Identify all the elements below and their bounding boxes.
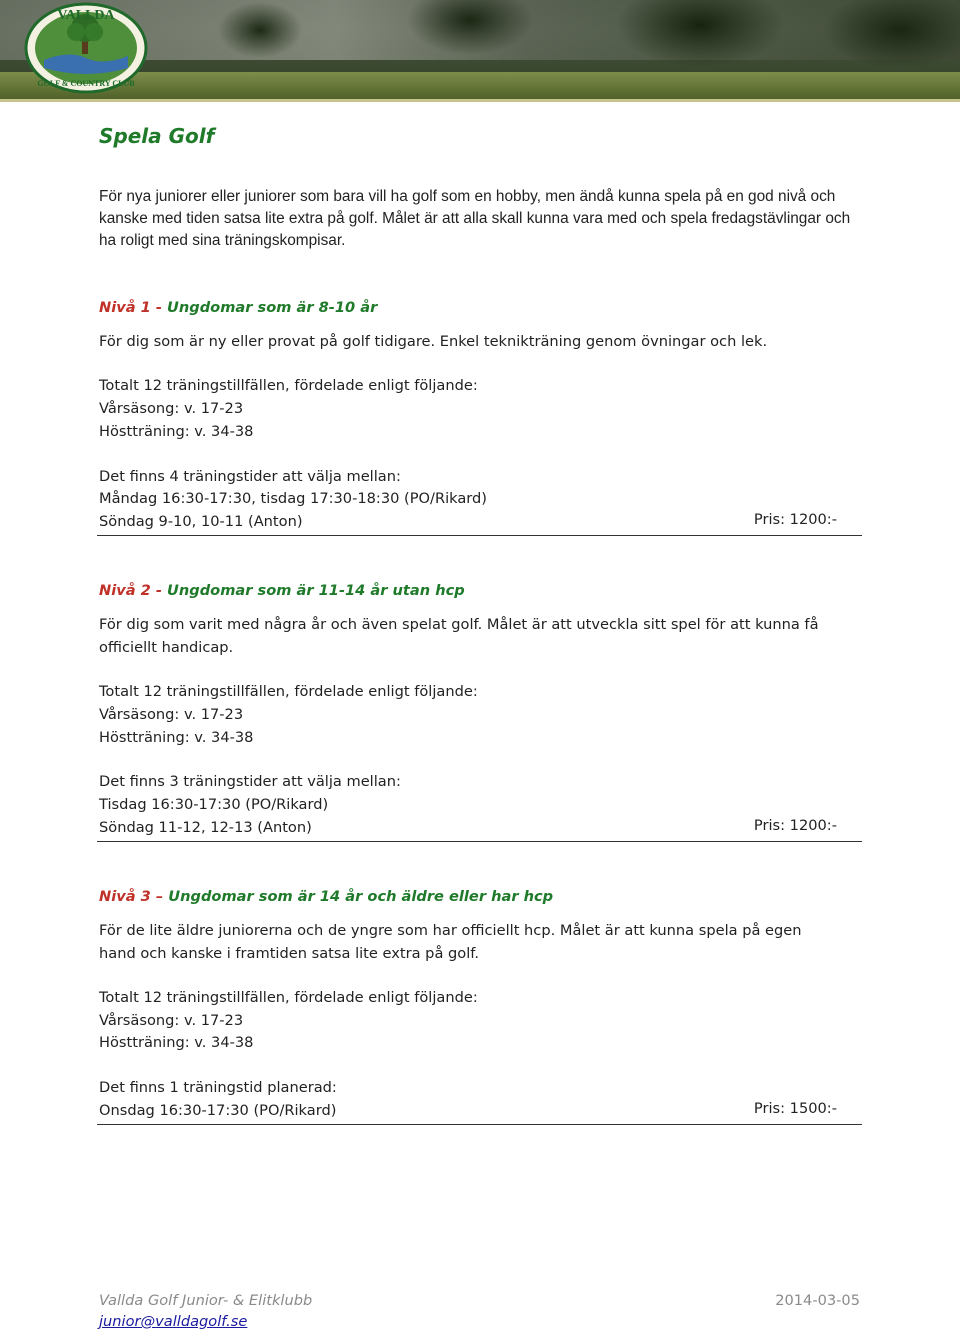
level-3-spring: Vårsäsong: v. 17-23 [99, 1012, 244, 1029]
level-1-time-2: Söndag 9-10, 10-11 (Anton) [99, 513, 303, 530]
level-1-title: Ungdomar som är 8-10 år [167, 299, 378, 316]
level-1-total: Totalt 12 träningstillfällen, fördelade enligt följande: [99, 377, 478, 394]
level-3-total: Totalt 12 träningstillfällen, fördelade enligt följande: [99, 989, 478, 1006]
level-1-times-intro: Det finns 4 träningstider att välja mellan: [99, 468, 401, 485]
level-2-time-1: Tisdag 16:30-17:30 (PO/Rikard) [99, 796, 329, 813]
level-3-times-intro: Det finns 1 träningstid planerad: [99, 1079, 337, 1096]
level-3-autumn: Höstträning: v. 34-38 [99, 1034, 254, 1051]
level-2-prefix: Nivå 2 - [99, 582, 168, 599]
level-2-total: Totalt 12 träningstillfällen, fördelade enligt följande: [99, 683, 478, 700]
level-3-prefix: Nivå 3 – [99, 888, 169, 905]
club-logo [24, 2, 148, 94]
level-3-heading [99, 888, 553, 905]
level-1-spring: Vårsäsong: v. 17-23 [99, 400, 244, 417]
level-2-description: För dig som varit med några år och även spelat golf. Målet är att utveckla sitt spel för att kunna få officiellt handicap. [99, 616, 819, 656]
level-1-description: För dig som är ny eller provat på golf tidigare. Enkel teknikträning genom övningar och lek. [99, 333, 768, 350]
level-3-time-1: Onsdag 16:30-17:30 (PO/Rikard) [99, 1102, 337, 1119]
level-2-spring: Vårsäsong: v. 17-23 [99, 706, 244, 723]
level-2-autumn: Höstträning: v. 34-38 [99, 729, 254, 746]
page-title: Spela Golf [99, 124, 215, 148]
level-1-price: Pris: 1200:- [753, 511, 837, 528]
level-3-description: För de lite äldre juniorerna och de yngre som har officiellt hcp. Målet är att kunna spela på egen hand och kanske i framtiden satsa lite extra på golf. [99, 922, 802, 962]
level-1-time-1: Måndag 16:30-17:30, tisdag 17:30-18:30 (PO/Rikard) [99, 490, 487, 507]
intro-paragraph: För nya juniorer eller juniorer som bara vill ha golf som en hobby, men ändå kunna spela på en god nivå och kanske med tiden satsa lite extra på golf. Målet är att alla skall kunna vara med och spela fredagstävlingar och ha roligt med sina träningskompisar. [99, 188, 851, 249]
logo-text-top: VALLDA [57, 8, 115, 23]
level-1-prefix: Nivå 1 - [99, 299, 168, 316]
level-3-title: Ungdomar som är 14 år och äldre eller har hcp [168, 888, 554, 905]
header-banner [0, 0, 960, 102]
level-2-divider [97, 841, 862, 842]
footer-email-link[interactable]: junior@valldagolf.se [99, 1313, 248, 1330]
level-2-price: Pris: 1200:- [753, 817, 837, 834]
level-1-divider [97, 535, 862, 536]
level-2-heading [99, 582, 465, 599]
footer-organization: Vallda Golf Junior- & Elitklubb [99, 1292, 313, 1309]
level-1-autumn: Höstträning: v. 34-38 [99, 423, 254, 440]
level-3-divider [97, 1124, 862, 1125]
level-2-time-2: Söndag 11-12, 12-13 (Anton) [99, 819, 312, 836]
footer-date: 2014-03-05 [775, 1292, 860, 1309]
level-3-price: Pris: 1500:- [753, 1100, 837, 1117]
logo-text-bottom: GOLF & COUNTRY CLUB [37, 79, 135, 88]
level-2-title: Ungdomar som är 11-14 år utan hcp [167, 582, 465, 599]
level-2-times-intro: Det finns 3 träningstider att välja mellan: [99, 773, 401, 790]
level-1-heading [99, 299, 377, 316]
banner-bottom-line [0, 99, 960, 102]
